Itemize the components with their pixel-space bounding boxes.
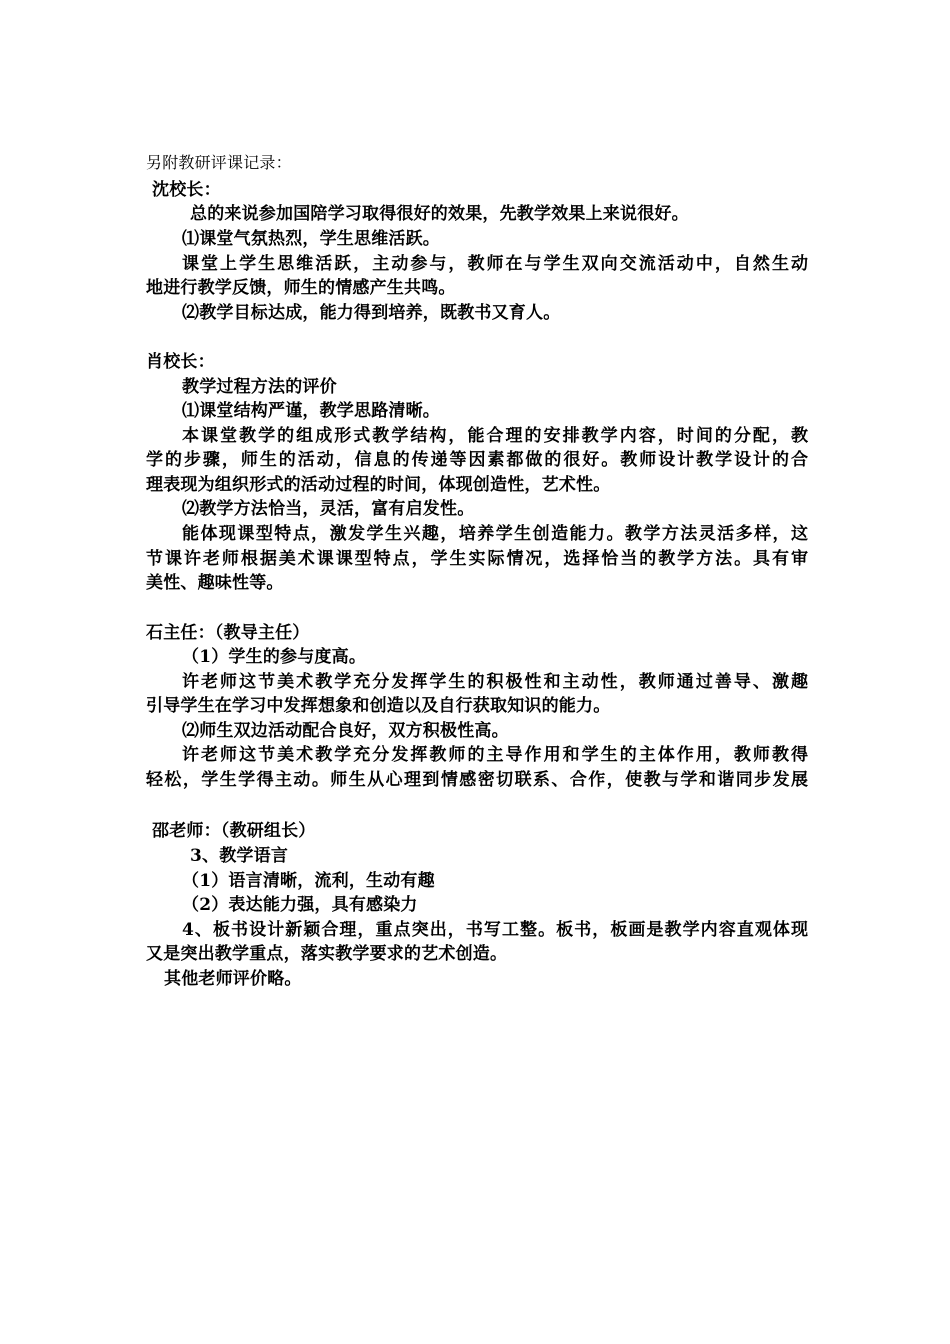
paragraph-line: 课堂上学生思维活跃，主动参与，教师在与学生双向交流活动中，自然生动 (182, 254, 808, 274)
paragraph-line: 理表现为组织形式的活动过程的时间，体现创造性，艺术性。 (146, 475, 611, 495)
speaker-shao: 邵老师：（教研组长） (152, 821, 316, 841)
paragraph-line: 4、板书设计新颖合理，重点突出，书写工整。板书，板画是教学内容直观体现 (182, 920, 808, 940)
paragraph-line: （2）表达能力强，具有感染力 (182, 895, 418, 915)
speaker-xiao: 肖校长： (146, 352, 215, 372)
paragraph-line: ⑵师生双边活动配合良好，双方积极性高。 (182, 721, 509, 741)
paragraph-line: 许老师这节美术教学充分发挥学生的积极性和主动性，教师通过善导、激趣 (182, 672, 808, 692)
speaker-shi: 石主任：（教导主任） (146, 623, 310, 643)
paragraph-line: 本课堂教学的组成形式教学结构，能合理的安排教学内容，时间的分配，教 (182, 426, 808, 446)
paragraph-line: ⑵教学目标达成，能力得到培养，既教书又育人。 (182, 303, 561, 323)
paragraph-line: 美性、趣味性等。 (146, 573, 284, 593)
paragraph-line: 节课许老师根据美术课课型特点，学生实际情况，选择恰当的教学方法。具有审 (146, 549, 808, 569)
paragraph-line: 教学过程方法的评价 (182, 377, 337, 397)
paragraph-line: ⑴课堂结构严谨，教学思路清晰。 (182, 401, 440, 421)
paragraph-line: 又是突出教学重点，落实教学要求的艺术创造。 (146, 944, 508, 964)
paragraph-line: ⑴课堂气氛热烈，学生思维活跃。 (182, 229, 440, 249)
paragraph-line: （1）学生的参与度高。 (182, 647, 367, 667)
paragraph-line: 轻松，学生学得主动。师生从心理到情感密切联系、合作，使教与学和谐同步发展 (146, 770, 808, 790)
paragraph-line: 地进行教学反馈，师生的情感产生共鸣。 (146, 278, 456, 298)
paragraph-line: 引导学生在学习中发挥想象和创造以及自行获取知识的能力。 (146, 696, 611, 716)
paragraph-line: 总的来说参加国陪学习取得很好的效果，先教学效果上来说很好。 (190, 204, 689, 224)
paragraph-line: 能体现课型特点，激发学生兴趣，培养学生创造能力。教学方法灵活多样，这 (182, 524, 808, 544)
paragraph-line: 许老师这节美术教学充分发挥教师的主导作用和学生的主体作用，教师教得 (182, 745, 808, 765)
speaker-shen: 沈校长： (152, 180, 221, 200)
paragraph-line: 学的步骤，师生的活动，信息的传递等因素都做的很好。教师设计教学设计的合 (146, 450, 808, 470)
paragraph-line: 其他老师评价略。 (164, 969, 302, 989)
paragraph-line: 3、教学语言 (190, 846, 289, 866)
paragraph-line: ⑵教学方法恰当，灵活，富有启发性。 (182, 499, 475, 519)
paragraph-line: （1）语言清晰，流利，生动有趣 (182, 871, 435, 891)
document-header: 另附教研评课记录： (146, 153, 292, 172)
